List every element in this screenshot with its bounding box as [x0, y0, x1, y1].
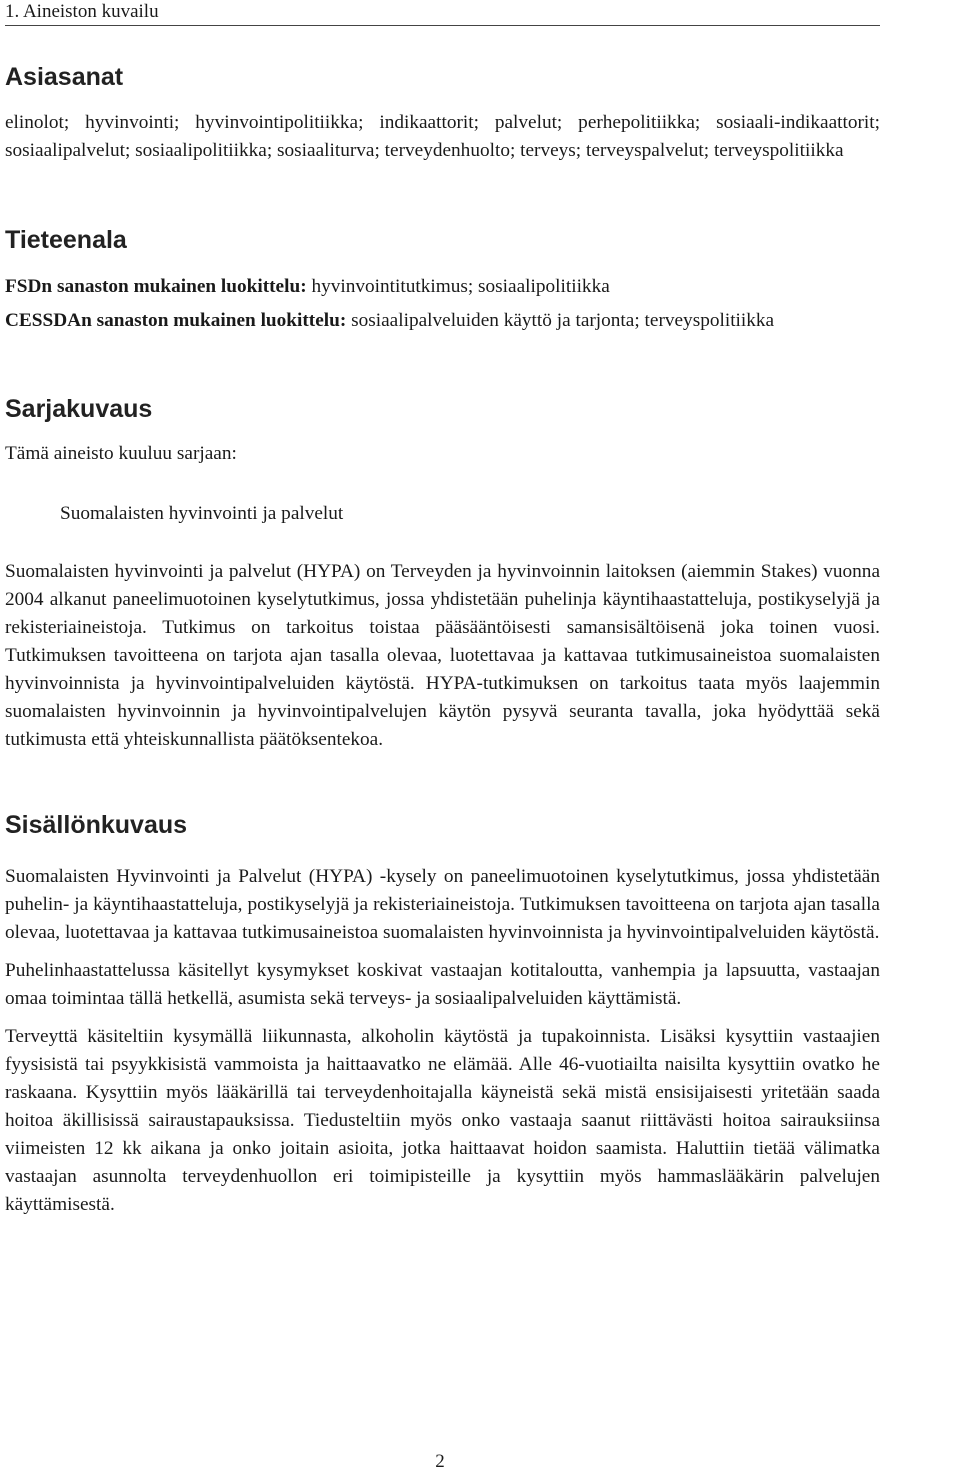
running-header: 1. Aineiston kuvailu — [5, 0, 880, 26]
section-heading-sisallonkuvaus: Sisällönkuvaus — [5, 811, 188, 839]
section-heading-tieteenala: Tieteenala — [5, 226, 127, 254]
section-heading-asiasanat: Asiasanat — [5, 63, 124, 91]
section-heading-sarjakuvaus: Sarjakuvaus — [5, 395, 153, 423]
document-page — [5, 0, 880, 1219]
fsd-classification — [5, 273, 880, 301]
keywords-text: elinolot; hyvinvointi; hyvinvointipolitiikka; indikaattorit; palvelut; perhepolitiikka; sosiaali-indikaattorit; sosiaalipalvelut; sosiaalipolitiikka; sosiaaliturva; terveydenhuolto; terveys; terveyspalvelut; terveyspolitiikka — [5, 112, 880, 161]
content-paragraph: Terveyttä käsiteltiin kysymällä liikunnasta, alkoholin käytöstä ja tupakoinnista. Lisäksi kysyttiin vastaajien fyysisistä tai psyykkisistä vammoista ja haittaavatko ne elämää. Alle 46-vuotiailta naisilta kysyttiin ovatko he raskaana. Kysyttiin myös lääkärillä tai terveydenhoitajalla käyneistä sekä mistä ensisijaisesti yritetään saada hoitoa äkillisissä sairaustapauksissa. Tiedusteltiin myös onko vastaaja saanut riittävästi hoitoa sairauksiinsa viimeisten 12 kk aikana ja onko joitain asioita, jotka haittaavat hoidon saamista. Haluttiin tietää välimatka vastaajan asunnolta terveydenhuollon eri toimipisteille ja kysyttiin myös hammaslääkärin palvelujen käyttämisestä. — [5, 1026, 880, 1215]
content-paragraph: Suomalaisten Hyvinvointi ja Palvelut (HYPA) -kysely on paneelimuotoinen kyselytutkimus, jossa yhdistetään puhelin- ja käyntihaastatteluja, postikyselyjä ja rekisteriaineistoja. Tutkimuksen tavoitteena on tarjota ajan tasalla olevaa, luotettavaa ja kattavaa tutkimusaineistoa suomalaisten hyvinvoinnista ja hyvinvointipalveluiden käytöstä. — [5, 866, 880, 943]
series-intro: Tämä aineisto kuuluu sarjaan: — [5, 443, 237, 464]
page-number: 2 — [435, 1451, 445, 1472]
series-name: Suomalaisten hyvinvointi ja palvelut — [60, 503, 344, 524]
cessda-classification — [5, 307, 880, 335]
series-description: Suomalaisten hyvinvointi ja palvelut (HYPA) on Terveyden ja hyvinvoinnin laitoksen (aiemmin Stakes) vuonna 2004 alkanut paneelimuotoinen kyselytutkimus, jossa yhdistetään puhelinja käyntihaastatteluja, postikyselyjä ja rekisteriaineistoja. Tutkimus on tarkoitus toistaa pääsääntöisesti samansisältöisenä joka toinen vuosi. Tutkimuksen tavoitteena on tarjota ajan tasalla olevaa, luotettavaa ja kattavaa tutkimusaineistoa suomalaisten hyvinvoinnista ja hyvinvointipalveluiden käytöstä. HYPA-tutkimuksen on tarkoitus taata myös laajemmin suomalaisten hyvinvoinnin ja hyvinvointipalvelujen käytön pysyvä seuranta tavalla, joka hyödyttää sekä tutkimusta että yhteiskunnallista päätöksentekoa. — [5, 561, 880, 750]
content-paragraph: Puhelinhaastattelussa käsitellyt kysymykset koskivat vastaajan kotitaloutta, vanhempia ja lapsuutta, vastaajan omaa toimintaa tällä hetkellä, asumista sekä terveys- ja sosiaalipalveluiden käyttämistä. — [5, 960, 880, 1009]
cessda-classification-value: sosiaalipalveluiden käyttö ja tarjonta; terveyspolitiikka — [351, 310, 775, 331]
cessda-classification-label: CESSDAn sanaston mukainen luokittelu: — [5, 310, 347, 331]
fsd-classification-value: hyvinvointitutkimus; sosiaalipolitiikka — [311, 276, 610, 297]
fsd-classification-label: FSDn sanaston mukainen luokittelu: — [5, 276, 307, 297]
